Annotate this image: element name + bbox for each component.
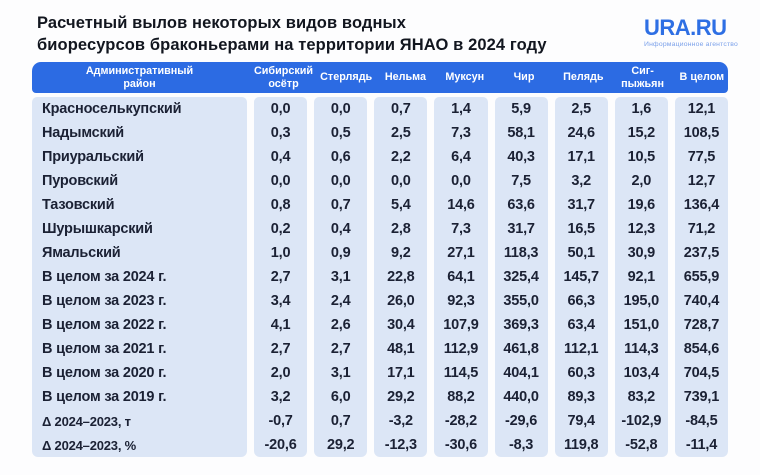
value-cell: 136,4	[683, 197, 720, 213]
row-label: Красноселькупский	[42, 101, 182, 117]
value-cell: 60,3	[567, 365, 595, 381]
row-label: В целом за 2021 г.	[42, 341, 167, 357]
column-header-1: Сибирский осётр	[254, 64, 314, 90]
value-cell: 461,8	[503, 341, 539, 357]
column-header-8: В целом	[679, 71, 725, 84]
value-cell: 854,6	[683, 341, 720, 357]
value-cell: 5,4	[391, 197, 411, 213]
data-column-4	[434, 97, 487, 457]
value-cell: 1,4	[451, 101, 471, 117]
value-cell: 0,3	[270, 125, 291, 141]
value-cell: 5,9	[511, 101, 531, 117]
row-label: Шурышкарский	[42, 221, 153, 237]
column-header-6: Пелядь	[563, 71, 604, 84]
row-label: Δ 2024–2023, т	[42, 413, 131, 429]
title-line-2: биоресурсов браконьерами на территории ЯНАО в 2024 году	[37, 36, 547, 55]
row-label: В целом за 2023 г.	[42, 293, 167, 309]
value-cell: 10,5	[627, 149, 656, 165]
value-cell: 0,0	[451, 173, 471, 189]
value-cell: 1,6	[631, 101, 652, 117]
value-cell: 2,7	[270, 341, 291, 357]
value-cell: 2,2	[391, 149, 411, 165]
value-cell: -0,7	[268, 413, 293, 429]
value-cell: 3,1	[330, 269, 351, 285]
value-cell: 30,4	[387, 317, 415, 333]
value-cell: 2,6	[330, 317, 351, 333]
value-cell: 2,5	[391, 125, 411, 141]
value-cell: 2,0	[631, 173, 652, 189]
value-cell: 92,3	[447, 293, 475, 309]
row-label: Пуровский	[42, 173, 118, 189]
table-body	[32, 97, 728, 457]
value-cell: -11,4	[685, 437, 718, 453]
value-cell: 31,7	[567, 197, 595, 213]
value-cell: 92,1	[627, 269, 656, 285]
value-cell: 48,1	[387, 341, 415, 357]
row-label: В целом за 2020 г.	[42, 365, 167, 381]
value-cell: 0,7	[391, 101, 411, 117]
value-cell: 0,0	[391, 173, 411, 189]
value-cell: 440,0	[503, 389, 539, 405]
row-label: В целом за 2019 г.	[42, 389, 167, 405]
value-cell: 0,4	[330, 221, 351, 237]
value-cell: 1,0	[270, 245, 291, 261]
column-header-3: Нельма	[384, 71, 427, 84]
data-column-3	[374, 97, 427, 457]
value-cell: 79,4	[567, 413, 595, 429]
value-cell: 0,0	[270, 101, 291, 117]
value-cell: 0,0	[330, 101, 351, 117]
value-cell: 145,7	[563, 269, 599, 285]
value-cell: 83,2	[627, 389, 656, 405]
value-cell: 19,6	[627, 197, 656, 213]
data-column-6	[555, 97, 608, 457]
column-header-7: Сиг- пыжьян	[621, 64, 664, 90]
value-cell: 2,7	[270, 269, 291, 285]
value-cell: 89,3	[567, 389, 595, 405]
catch-table	[32, 62, 728, 457]
value-cell: 7,3	[451, 125, 471, 141]
data-column-5	[495, 97, 548, 457]
value-cell: 103,4	[623, 365, 659, 381]
value-cell: 107,9	[443, 317, 479, 333]
value-cell: 0,6	[330, 149, 351, 165]
value-cell: -30,6	[444, 437, 477, 453]
row-label: Δ 2024–2023, %	[42, 437, 137, 453]
value-cell: 0,2	[270, 221, 291, 237]
value-cell: 12,1	[687, 101, 716, 117]
value-cell: 2,4	[330, 293, 351, 309]
value-cell: 655,9	[683, 269, 720, 285]
table-header-row	[32, 62, 728, 93]
header-area	[37, 12, 738, 57]
value-cell: -52,8	[625, 437, 658, 453]
row-label: Тазовский	[42, 197, 115, 213]
data-column-8	[675, 97, 728, 457]
row-labels-column	[32, 97, 247, 457]
value-cell: 2,8	[391, 221, 411, 237]
value-cell: 108,5	[683, 125, 720, 141]
value-cell: 7,5	[511, 173, 531, 189]
value-cell: 3,1	[330, 365, 351, 381]
title-line-1: Расчетный вылов некоторых видов водных	[37, 14, 407, 32]
value-cell: 0,7	[330, 197, 351, 213]
value-cell: 114,3	[624, 341, 659, 357]
value-cell: 237,5	[683, 245, 720, 261]
value-cell: -3,2	[388, 413, 413, 429]
ura-logo-tagline: Информационное агентство	[644, 41, 738, 48]
value-cell: 3,2	[571, 173, 591, 189]
value-cell: 195,0	[623, 293, 659, 309]
value-cell: 4,1	[270, 317, 291, 333]
value-cell: 112,1	[563, 341, 599, 357]
value-cell: 12,3	[627, 221, 656, 237]
value-cell: 26,0	[387, 293, 415, 309]
row-label: Приуральский	[42, 149, 144, 165]
value-cell: -12,3	[384, 437, 417, 453]
value-cell: 0,5	[330, 125, 351, 141]
value-cell: 3,2	[270, 389, 291, 405]
ura-logo	[644, 17, 738, 48]
row-label: В целом за 2022 г.	[42, 317, 167, 333]
value-cell: 0,7	[330, 413, 351, 429]
value-cell: 114,5	[443, 365, 479, 381]
value-cell: 2,7	[330, 341, 351, 357]
value-cell: -20,6	[264, 437, 297, 453]
data-column-2	[314, 97, 367, 457]
value-cell: 6,0	[330, 389, 351, 405]
value-cell: 58,1	[507, 125, 535, 141]
value-cell: 3,4	[270, 293, 291, 309]
value-cell: 6,4	[451, 149, 471, 165]
value-cell: 29,2	[326, 437, 355, 453]
column-header-4: Муксун	[445, 71, 485, 84]
value-cell: 325,4	[503, 269, 539, 285]
value-cell: 63,6	[507, 197, 535, 213]
value-cell: 704,5	[683, 365, 720, 381]
value-cell: 63,4	[567, 317, 595, 333]
value-cell: 112,9	[443, 341, 479, 357]
row-label: Ямальский	[42, 245, 121, 261]
data-column-1	[254, 97, 307, 457]
value-cell: 24,6	[567, 125, 595, 141]
value-cell: 50,1	[567, 245, 595, 261]
value-cell: 77,5	[687, 149, 716, 165]
column-header-2: Стерлядь	[320, 71, 373, 84]
value-cell: 739,1	[683, 389, 720, 405]
row-label: В целом за 2024 г.	[42, 269, 167, 285]
value-cell: -102,9	[621, 413, 662, 429]
value-cell: 0,0	[270, 173, 291, 189]
column-header-5: Чир	[513, 71, 535, 84]
value-cell: 728,7	[683, 317, 720, 333]
value-cell: 369,3	[503, 317, 539, 333]
value-cell: 355,0	[503, 293, 539, 309]
value-cell: 740,4	[683, 293, 720, 309]
value-cell: 17,1	[567, 149, 595, 165]
row-label: Надымский	[42, 125, 125, 141]
value-cell: 64,1	[447, 269, 475, 285]
value-cell: -28,2	[444, 413, 477, 429]
value-cell: 0,4	[270, 149, 291, 165]
ura-logo-wordmark: URA.RU	[644, 15, 727, 40]
value-cell: 0,8	[270, 197, 291, 213]
value-cell: 15,2	[627, 125, 656, 141]
value-cell: 0,0	[330, 173, 351, 189]
value-cell: -8,3	[508, 437, 534, 453]
value-cell: 12,7	[687, 173, 716, 189]
value-cell: 17,1	[387, 365, 415, 381]
data-column-7	[615, 97, 668, 457]
value-cell: 66,3	[567, 293, 595, 309]
value-cell: 118,3	[503, 245, 539, 261]
value-cell: 151,0	[623, 317, 659, 333]
value-cell: 27,1	[447, 245, 475, 261]
value-cell: 30,9	[627, 245, 656, 261]
value-cell: 7,3	[451, 221, 471, 237]
value-cell: 31,7	[507, 221, 535, 237]
value-cell: 9,2	[391, 245, 411, 261]
value-cell: 71,2	[687, 221, 716, 237]
value-cell: 29,2	[387, 389, 415, 405]
value-cell: 404,1	[503, 365, 539, 381]
value-cell: 14,6	[447, 197, 475, 213]
value-cell: 119,8	[563, 437, 599, 453]
value-cell: -84,5	[685, 413, 718, 429]
column-header-0: Административный район	[85, 64, 194, 90]
value-cell: 88,2	[447, 389, 475, 405]
value-cell: 2,5	[571, 101, 591, 117]
value-cell: 0,9	[330, 245, 351, 261]
value-cell: 22,8	[387, 269, 415, 285]
value-cell: 40,3	[507, 149, 535, 165]
value-cell: -29,6	[505, 413, 538, 429]
value-cell: 16,5	[567, 221, 595, 237]
page-title	[37, 12, 547, 57]
value-cell: 2,0	[270, 365, 291, 381]
